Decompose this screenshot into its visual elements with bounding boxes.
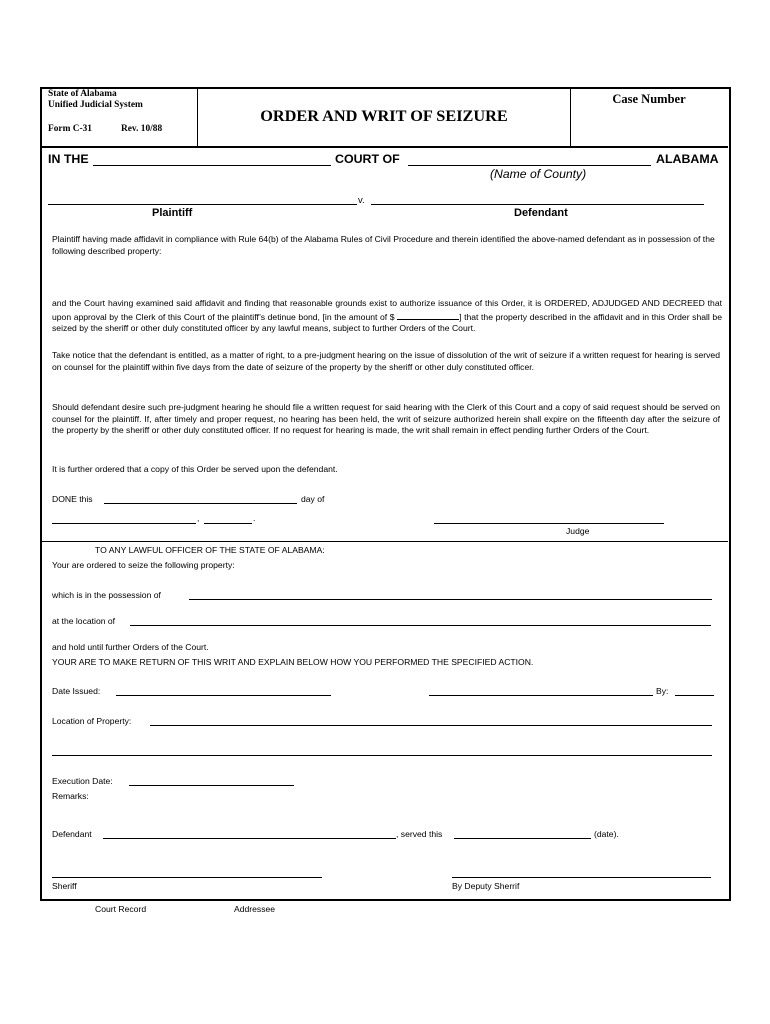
order-paragraph-affidavit: Plaintiff having made affidavit in compliance with Rule 64(b) of the Alabama Rules of Civil Procedure and therein identified the above-named defendant as in possession of the following described property:: [52, 234, 715, 256]
defendant-served-label: Defendant: [52, 829, 92, 839]
possession-of-field[interactable]: [189, 599, 712, 600]
defendant-served-field[interactable]: [103, 838, 396, 839]
plaintiff-label: Plaintiff: [152, 207, 193, 219]
in-the-label: IN THE: [48, 152, 89, 166]
by-label: By:: [656, 686, 669, 696]
form-revision: Rev. 10/88: [121, 124, 163, 134]
location-of-field[interactable]: [130, 625, 711, 626]
court-of-label: COURT OF: [335, 152, 400, 166]
issued-by-signature-field[interactable]: [429, 695, 653, 696]
county-hint: (Name of County): [490, 167, 587, 181]
alabama-label: ALABAMA: [656, 152, 719, 166]
done-day-field[interactable]: [104, 503, 297, 504]
order-paragraph-hearing: Should defendant desire such pre-judgment hearing he should file a written request for said hearing with the Clerk of this Court and a copy of said request should be served on counsel for the plaintiff. If, after timely and proper request, no hearing has been held, the writ of seizure authorized herein shall expire on the fifteenth day after the seizure of the property by the sheriff or other duly constituted officer. If no request for hearing is made, the writ shall remain in effect pending further Orders of the Court.: [52, 402, 720, 436]
judge-label: Judge: [566, 526, 590, 536]
day-of-label: day of: [301, 494, 325, 504]
distribution-court-record: Court Record: [95, 904, 147, 914]
date-period: .: [253, 513, 256, 523]
form-number: Form C-31: [48, 124, 92, 134]
by-deputy-label: By Deputy Sherrif: [452, 881, 520, 891]
state-name: State of Alabama: [48, 89, 117, 99]
location-of-label: at the location of: [52, 616, 116, 626]
header-bottom-rule: [41, 146, 728, 148]
date-hint: (date).: [594, 829, 619, 839]
bond-amount-field[interactable]: [397, 310, 459, 320]
plaintiff-field[interactable]: [48, 204, 357, 205]
date-comma: ,: [197, 513, 200, 523]
done-year-field[interactable]: [204, 523, 252, 524]
location-of-property-label: Location of Property:: [52, 716, 132, 726]
done-this-label: DONE this: [52, 494, 93, 504]
case-number-label: Case Number: [612, 92, 686, 106]
execution-date-label: Execution Date:: [52, 776, 113, 786]
served-this-label: , served this: [396, 829, 443, 839]
possession-of-label: which is in the possession of: [52, 590, 161, 600]
header-left: [48, 89, 143, 112]
versus-label: v.: [358, 194, 365, 205]
execution-date-field[interactable]: [129, 785, 294, 786]
order-paragraph-notice: Take notice that the defendant is entitled, as a matter of right, to a pre-judgment hearing on the issue of dissolution of the writ of seizure if a written request for hearing is served on counsel for the plaintiff within five days from the date of seizure of the property by the sheriff or other duly constituted officer.: [52, 350, 720, 372]
defendant-label: Defendant: [514, 207, 568, 219]
location-of-property-field[interactable]: [150, 725, 712, 726]
remarks-label: Remarks:: [52, 791, 89, 801]
date-issued-field[interactable]: [116, 695, 331, 696]
writ-section-rule: [41, 541, 728, 542]
distribution-addressee: Addressee: [234, 904, 276, 914]
served-date-field[interactable]: [454, 838, 591, 839]
order-paragraph-service: It is further ordered that a copy of this Order be served upon the defendant.: [52, 464, 338, 474]
date-issued-label: Date Issued:: [52, 686, 101, 696]
decree-text-a: and the Court having examined said affidavit and finding that reasonable grounds exist to authorize issuance of this Order, it is ORDERED, ADJUDGED AND DECREED that upon approval by the Clerk of this Court of the plaintiff’s detinue bond, [in the amount of $: [52, 298, 722, 322]
judge-signature-field[interactable]: [434, 523, 664, 524]
county-name-field[interactable]: [408, 165, 651, 166]
hold-until-text: and hold until further Orders of the Court.: [52, 642, 209, 652]
to-officer-heading: TO ANY LAWFUL OFFICER OF THE STATE OF ALABAMA:: [95, 545, 325, 555]
form-frame: [40, 87, 731, 901]
location-of-property-field-2[interactable]: [52, 755, 712, 756]
ordered-to-seize: Your are ordered to seize the following property:: [52, 560, 235, 570]
page-title: ORDER AND WRIT OF SEIZURE: [260, 106, 508, 125]
sheriff-signature-field[interactable]: [52, 877, 322, 878]
done-month-field[interactable]: [52, 523, 196, 524]
judicial-system: Unified Judicial System: [48, 100, 143, 111]
make-return-text: YOUR ARE TO MAKE RETURN OF THIS WRIT AND EXPLAIN BELOW HOW YOU PERFORMED THE SPECIFIED ACTION.: [52, 657, 534, 667]
court-name-field[interactable]: [93, 165, 331, 166]
by-initials-field[interactable]: [675, 695, 714, 696]
decree-text-b: ] that the property described in the affidavit and in this Order shall be seized by the sheriff or other duly constituted officer by any lawful means, subject to further Orders of the Court.: [52, 311, 722, 334]
order-paragraph-decree: [52, 298, 722, 335]
defendant-field[interactable]: [371, 204, 704, 205]
deputy-signature-field[interactable]: [452, 877, 711, 878]
sheriff-label: Sheriff: [52, 881, 77, 891]
